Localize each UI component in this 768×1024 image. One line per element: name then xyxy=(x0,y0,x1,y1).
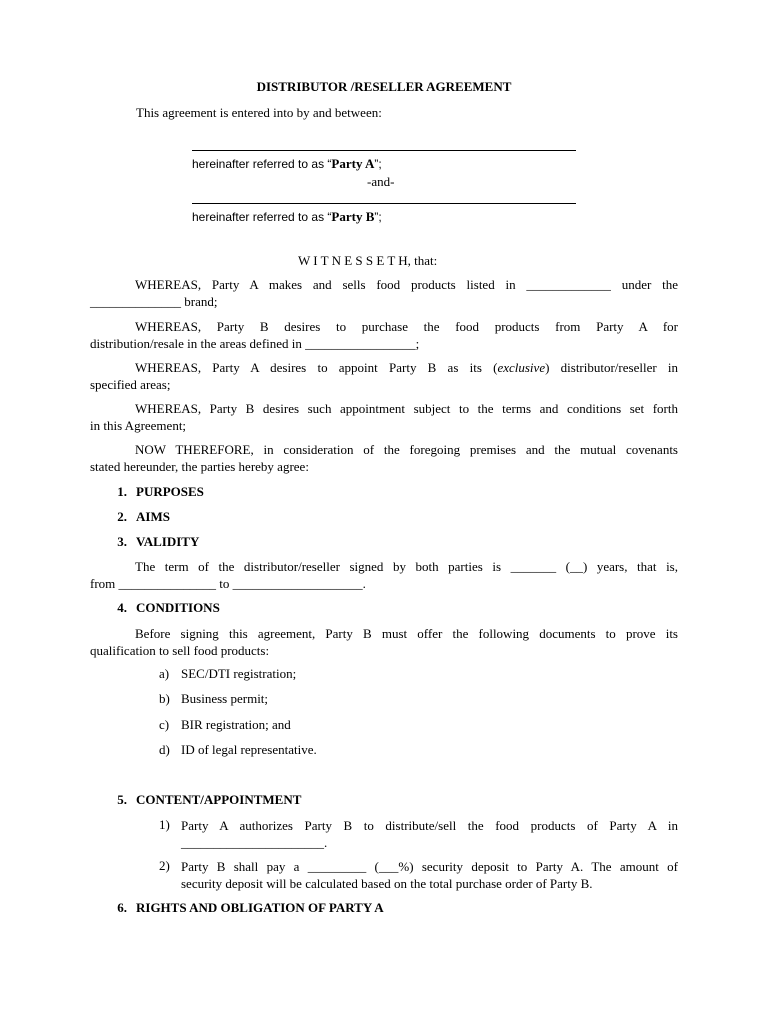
intro-text: This agreement is entered into by and between: xyxy=(136,105,382,120)
section-heading-content-appointment: 5. CONTENT/APPOINTMENT xyxy=(117,792,302,807)
and-separator: -and- xyxy=(367,174,395,189)
conditions-paragraph: Before signing this agreement, Party B must offer the following documents to prove its qualification to sell food products: xyxy=(90,626,678,658)
document-title: DISTRIBUTOR /RESELLER AGREEMENT xyxy=(256,79,512,94)
content-item-1: Party A authorizes Party B to distribute/sell the food products of Party A in ______________________. xyxy=(181,818,678,850)
section-heading-aims: 2. AIMS xyxy=(117,509,170,524)
whereas-clause-1: WHEREAS, Party A makes and sells food products listed in _____________ under the ______________ brand; xyxy=(90,277,678,309)
whereas-clause-4: WHEREAS, Party B desires such appointment subject to the terms and conditions set forth in this Agreement; xyxy=(90,401,678,433)
witnesseth-heading: W I T N E S S E T H, that: xyxy=(298,253,438,268)
whereas-clause-3: WHEREAS, Party A desires to appoint Party B as its (exclusive) distributor/reseller in specified areas; xyxy=(90,360,679,392)
party-b-blank-line xyxy=(192,203,576,204)
party-a-reference: hereinafter referred to as “Party A”; xyxy=(192,156,382,171)
section-heading-rights-obligation-party-a: 6. RIGHTS AND OBLIGATION OF PARTY A xyxy=(117,900,384,915)
section-heading-validity: 3. VALIDITY xyxy=(117,534,200,549)
party-a-blank-line xyxy=(192,150,576,151)
content-item-2: Party B shall pay a _________ (___%) security deposit to Party A. The amount of security deposit will be calculated based on the total purchase order of Party B. xyxy=(181,859,678,891)
party-a-name: Party A xyxy=(331,156,375,171)
content-item-marker: 2) xyxy=(159,858,170,873)
party-b-name: Party B xyxy=(331,209,375,224)
party-b-reference: hereinafter referred to as “Party B”; xyxy=(192,209,382,224)
condition-item: a) SEC/DTI registration; xyxy=(159,666,297,681)
section-heading-purposes: 1. PURPOSES xyxy=(117,484,204,499)
whereas-clause-2: WHEREAS, Party B desires to purchase the food products from Party A for distribution/resale in the areas defined in _________________; xyxy=(90,319,678,351)
validity-paragraph: The term of the distributor/reseller signed by both parties is _______ (__) years, that is, from _______________ to ____________________. xyxy=(90,559,678,591)
section-heading-conditions: 4. CONDITIONS xyxy=(117,600,220,615)
condition-item: c) BIR registration; and xyxy=(159,717,291,732)
now-therefore-clause: NOW THEREFORE, in consideration of the foregoing premises and the mutual covenants stated hereunder, the parties hereby agree: xyxy=(90,442,678,474)
condition-item: b) Business permit; xyxy=(159,691,269,706)
condition-item: d) ID of legal representative. xyxy=(159,742,317,757)
content-item-marker: 1) xyxy=(159,817,170,832)
